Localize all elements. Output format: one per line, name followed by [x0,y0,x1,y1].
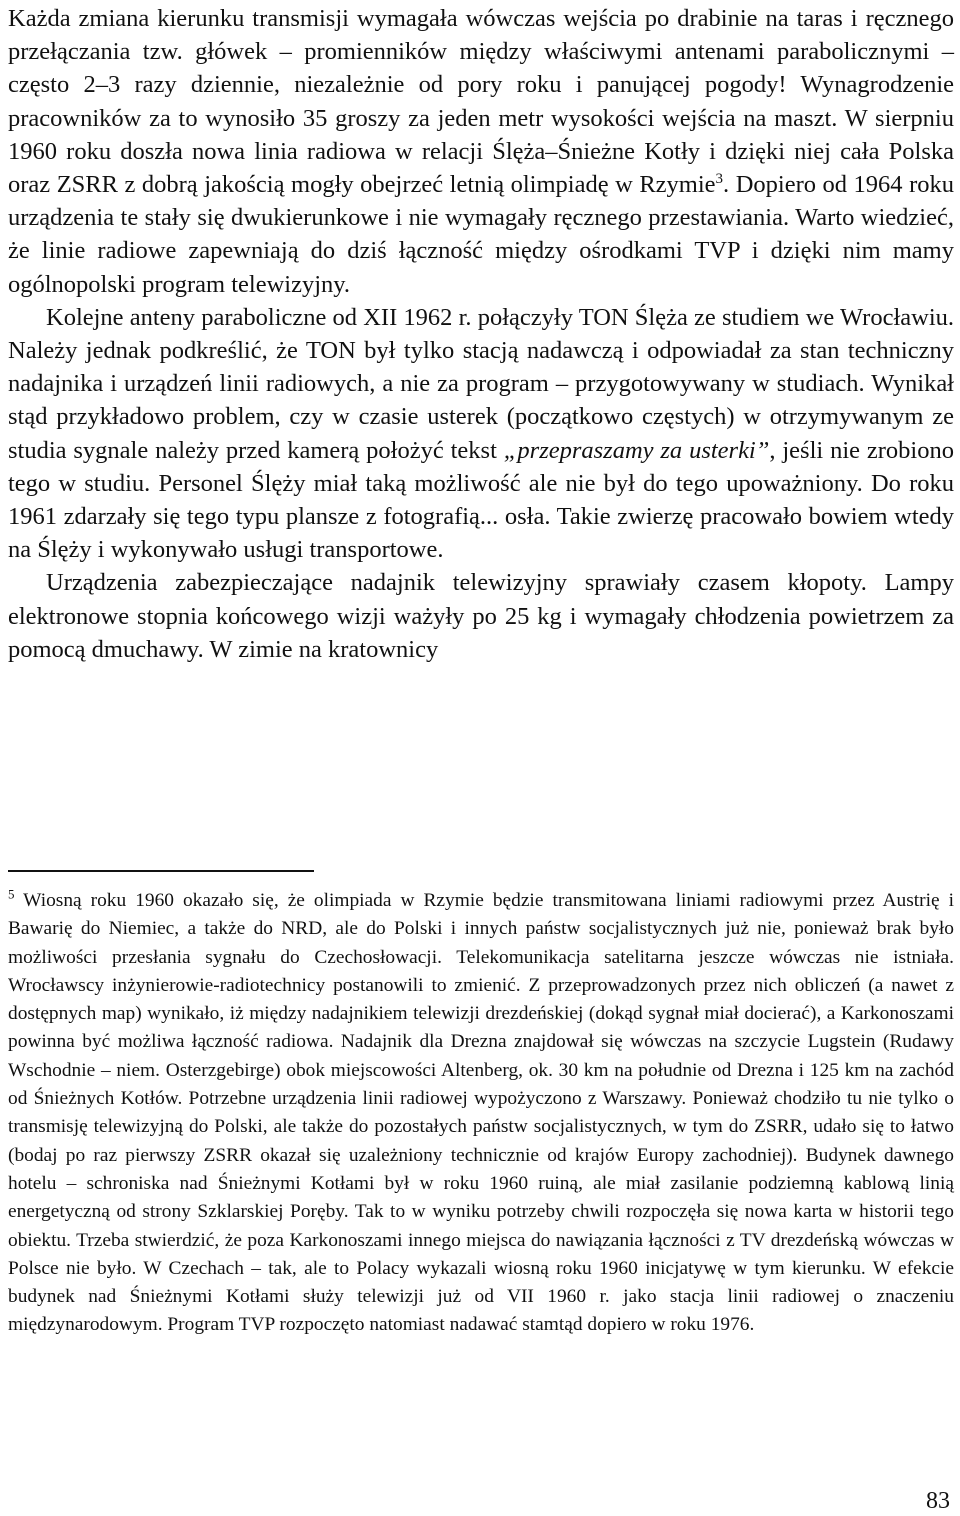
paragraph-2-text-b: , jeśli nie zrobiono tego w studiu. Personel Ślęży miał taką możliwość ale nie był do tego upoważniony. Do roku 1961 zdarzały się tego typu plansze z fotografią... osła. Takie zwierzę pracowało bowiem wtedy na Ślęży i wykonywało usługi transportowe. [8,436,954,564]
paragraph-2 [8,301,954,567]
paragraph-1-text: Każda zmiana kierunku transmisji wymagała wówczas wejścia po drabinie na taras i ręcznego przełączania tzw. główek – promienników między właściwymi antenami parabolicznymi – często 2–3 razy dziennie, niezależnie od pory roku i panującej pogody! Wynagrodzenie pracowników za to wynosiło 35 groszy za jeden metr wysokości wejścia na maszt. W sierpniu 1960 roku doszła nowa linia radiowa w relacji Ślęża–Śnieżne Kotły i dzięki niej cała Polska oraz ZSRR z dobrą jakością mogły obejrzeć letnią olimpiadę w Rzymie [8,5,954,199]
footnote-separator [8,870,314,872]
paragraph-1 [8,2,954,301]
paragraph-3 [8,566,954,666]
footnote [8,887,954,1340]
footnote-marker: 5 [8,886,15,902]
body-text [8,2,954,666]
footnote-text: Wiosną roku 1960 okazało się, że olimpiada w Rzymie będzie transmitowana liniami radiowymi przez Austrię i Bawarię do Niemiec, a także do NRD, ale do Polski i innych państw socjalistycznych już nie, ponieważ brak było możliwości przesłania sygnału do Czechosłowacji. Telekomunikacja satelitarna jeszcze wówczas nie istniała. Wrocławscy inżynierowie-radiotechnicy postanowili to zmienić. Z przeprowadzonych przez nich obliczeń (a nawet z dostępnych map) wynikało, iż między nadajnikiem telewizji drezdeńskiej (dokąd sygnał miał docierać), a Karkonoszami powinna być możliwa łączność radiowa. Nadajnik dla Drezna znajdował się wówczas na szczycie Lugstein (Rudawy Wschodnie – niem. Osterzgebirge) obok miejscowości Altenberg, ok. 30 km na południe od Drezna i 125 km na zachód od Śnieżnych Kotłów. Potrzebne urządzenia linii radiowej wypożyczono z Warszawy. Ponieważ chodziło tu nie tylko o transmisję telewizyjną do Polski, ale także do pozostałych państw socjalistycznych, w tym do ZSRR, udało się to łatwo (bodaj po raz pierwszy ZSRR okazał się uzależniony technicznie od krajów Europy zachodniej). Budynek dawnego hotelu – schroniska nad Śnieżnymi Kotłami był w roku 1960 ruiną, ale miał zasilanie podziemną kablową linią energetyczną od strony Szklarskiej Poręby. Tak to w wyniku potrzeby chwili rozpoczęła się nowa karta w historii tego obiektu. Trzeba stwierdzić, że poza Karkonoszami innego miejsca do nawiązania łączności z TV drezdeńską wówczas w Polsce nie było. W Czechach – tak, ale to Polacy wykazali wiosną roku 1960 inicjatywę w tym kierunku. W efekcie budynek nad Śnieżnymi Kotłami służy telewizji już od VII 1960 r. jako stacja linii radiowej o znaczeniu międzynarodowym. Program TVP rozpoczęto natomiast nadawać stamtąd dopiero w roku 1976. [8,890,954,1336]
footnote-reference: 3 [715,170,724,187]
paragraph-2-text-a: Kolejne anteny paraboliczne od XII 1962 r. połączyły TON Ślęża ze studiem we Wrocławiu. Należy jednak podkreślić, że TON był tylko stacją nadawczą i odpowiadał za stan techniczny nadajnika i urządzeń linii radiowych, a nie za program – przygotowywany w studiach. Wynikał stąd przykładowo problem, czy w czasie usterek (początkowo częstych) w otrzymywanym ze studia sygnale należy przed kamerą położyć tekst [8,303,954,464]
page-number: 83 [926,1488,950,1514]
paragraph-2-italic-quote: „przepraszamy za usterki” [503,436,770,464]
footnote-paragraph [8,887,954,1340]
paragraph-1-continuation: . Dopiero od 1964 roku urządzenia te stały się dwukierunkowe i nie wymagały ręcznego przestawiania. Warto wiedzieć, że linie radiowe zapewniają do dziś łączność między ośrodkami TVP i dzięki nim mamy ogólnopolski program telewizyjny. [8,171,954,298]
paragraph-3-text: Urządzenia zabezpieczające nadajnik telewizyjny sprawiały czasem kłopoty. Lampy elektronowe stopnia końcowego wizji ważyły po 25 kg i wymagały chłodzenia powietrzem za pomocą dmuchawy. W zimie na kratownicy [8,569,954,663]
